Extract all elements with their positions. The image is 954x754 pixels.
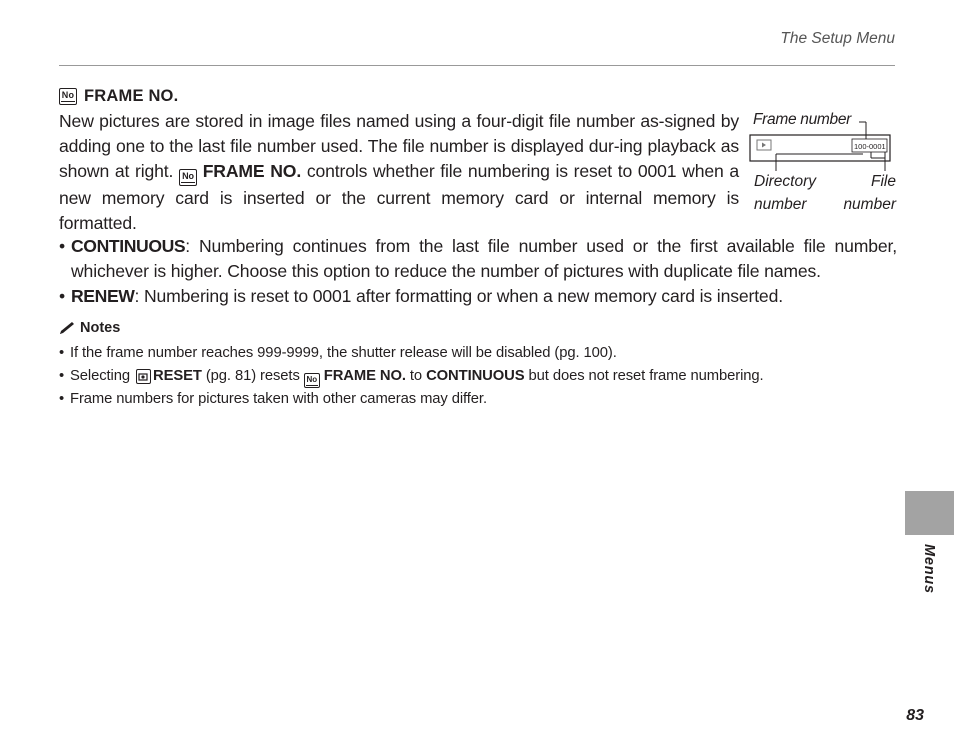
file-number-label <box>843 170 896 216</box>
option-list <box>59 234 897 309</box>
option-name: RENEW <box>71 286 135 306</box>
section-heading-text: FRAME NO. <box>84 87 179 105</box>
display-number: 100-0001 <box>854 142 886 151</box>
frame-no-icon: No <box>179 169 197 186</box>
reset-icon <box>136 369 151 384</box>
frame-no-label: FRAME NO. <box>323 367 406 384</box>
directory-number-label <box>754 170 816 216</box>
section-tab <box>905 491 954 535</box>
option-item-renew <box>59 284 897 309</box>
frame-no-icon: No <box>304 373 320 388</box>
note-text-part2: (pg. 81) resets <box>201 367 304 384</box>
directory-label-line1: Directory <box>754 173 817 190</box>
section-tab-label: Menus <box>921 544 937 594</box>
intro-text-part1: New pictures are stored in image files named using a four-digit file number as-signed by adding one to the last file number used. The file number is displayed dur-ing playback as shown at right. <box>59 111 739 181</box>
section-heading <box>59 87 178 106</box>
option-description: : Numbering is reset to 0001 after formatting or when a new memory card is inserted. <box>134 286 783 306</box>
header-section-title: The Setup Menu <box>780 30 895 47</box>
note-text-part3: to <box>405 367 427 384</box>
notes-pen-icon <box>59 321 76 335</box>
notes-list <box>59 342 897 411</box>
notes-heading-text: Notes <box>80 320 121 336</box>
note-text: If the frame number reaches 999-9999, the shutter release will be disabled (pg. 100). <box>70 345 617 361</box>
page-number: 83 <box>906 707 924 724</box>
intro-paragraph <box>59 109 739 236</box>
frame-no-icon: No <box>59 88 77 105</box>
bullet-dot: • <box>59 236 66 256</box>
directory-label-line2: number <box>754 196 807 213</box>
note-text-part1: Selecting <box>70 367 134 384</box>
note-item: • Selecting RESET (pg. 81) resets No FRAME NO. to CONTINUOUS but does not reset frame numbering. <box>59 365 897 389</box>
intro-bold-setting: FRAME NO. <box>202 161 302 181</box>
file-label-line2: number <box>843 196 896 213</box>
frame-number-diagram <box>748 108 898 218</box>
continuous-label: CONTINUOUS <box>426 367 525 384</box>
note-item: • Frame numbers for pictures taken with other cameras may differ. <box>59 388 897 411</box>
file-label-line1: File <box>871 173 896 190</box>
reset-label: RESET <box>152 367 202 384</box>
note-text-part4: but does not reset frame numbering. <box>524 367 764 384</box>
intro-text-part2: controls whether file numbering is reset to 0001 when a new memory card is inserted or the current memory card or internal memory is formatted. <box>59 161 739 233</box>
frame-number-label: Frame number <box>753 111 852 128</box>
bullet-dot: • <box>59 286 66 306</box>
header-divider <box>59 65 895 66</box>
notes-heading <box>59 320 120 336</box>
option-description: : Numbering continues from the last file number used or the first available file number, whichever is higher. Choose this option to reduce the number of pictures with duplicate file names. <box>71 236 897 281</box>
note-text: Frame numbers for pictures taken with other cameras may differ. <box>70 391 487 408</box>
option-item-continuous <box>59 234 897 284</box>
playback-triangle-icon <box>762 143 766 148</box>
note-item: • If the frame number reaches 999-9999, the shutter release will be disabled (pg. 100). <box>59 342 897 365</box>
option-name: CONTINUOUS <box>71 236 186 256</box>
